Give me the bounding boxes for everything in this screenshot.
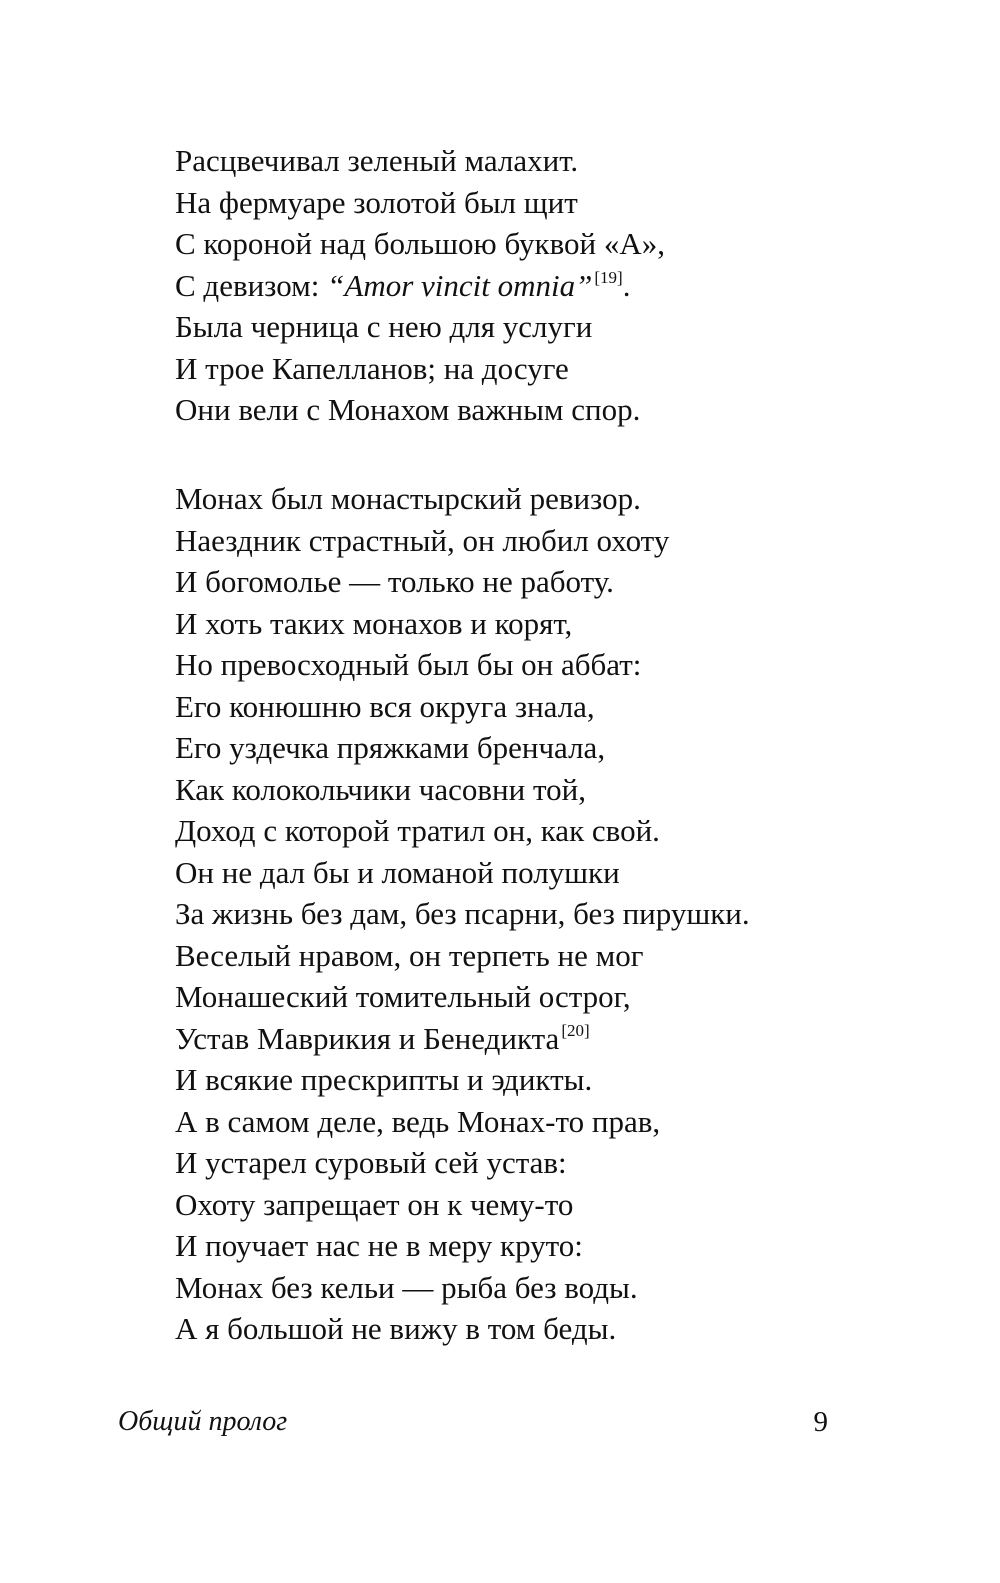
poem-line: Наездник страстный, он любил охоту <box>175 522 670 558</box>
poem-line <box>175 1018 750 1060</box>
footnote-reference[interactable]: [20] <box>561 1020 590 1040</box>
poem-line: И хоть таких монахов и корят, <box>175 605 573 641</box>
stanza-1 <box>175 140 665 431</box>
poem-line: Монах был монастырский ревизор. <box>175 481 641 516</box>
poem-line: И трое Капелланов; на досуге <box>175 350 569 386</box>
latin-motto: “Amor vincit omnia” <box>327 267 593 303</box>
poem-line: И устарел суровый сей устав: <box>175 1145 567 1180</box>
poem-line: С короной над большою буквой «А», <box>175 226 666 261</box>
poem-line: Они вели с Монахом важным спор. <box>175 392 641 427</box>
poem-line: Веселый нравом, он терпеть не мог <box>175 937 644 973</box>
poem-line: Его уздечка пряжками бренчала, <box>175 730 606 765</box>
stanza-2 <box>175 478 750 1350</box>
poem-line: Расцвечивал зеленый малахит. <box>175 143 579 178</box>
poem-line: На фермуаре золотой был щит <box>175 184 578 220</box>
poem-line: Охоту запрещает он к чему-то <box>175 1186 574 1222</box>
footnote-reference[interactable]: [19] <box>594 267 623 287</box>
poem-line: Он не дал бы и ломаной полушки <box>175 854 620 890</box>
poem-line: Но превосходный был бы он аббат: <box>175 647 642 682</box>
poem-line: И поучает нас не в меру круто: <box>175 1228 583 1263</box>
poem-line: Была черница с нею для услуги <box>175 309 593 344</box>
poem-line: И всякие прескрипты и эдикты. <box>175 1062 593 1097</box>
poem-line: А в самом деле, ведь Монах-то прав, <box>175 1103 661 1139</box>
poem-line: И богомолье — только не работу. <box>175 564 614 599</box>
poem-line: Его конюшню вся округа знала, <box>175 688 595 724</box>
poem-line: Как колокольчики часовни той, <box>175 771 586 807</box>
poem-line <box>175 265 665 307</box>
poem-line: Доход с которой тратил он, как свой. <box>175 813 660 848</box>
page-footer <box>118 1402 828 1442</box>
line-text: Устав Маврикия и Бенедикта <box>175 1020 560 1056</box>
poem-line: Монашеский томительный острог, <box>175 979 631 1014</box>
running-title: Общий пролог <box>118 1406 288 1437</box>
poem-line: Монах без кельи — рыба без воды. <box>175 1269 638 1305</box>
poem-line: За жизнь без дам, без псарни, без пирушки. <box>175 896 750 931</box>
line-punctuation: . <box>622 267 631 303</box>
page-number: 9 <box>813 1406 828 1438</box>
poem-line: А я большой не вижу в том беды. <box>175 1311 617 1346</box>
line-text: С девизом: <box>175 267 328 303</box>
